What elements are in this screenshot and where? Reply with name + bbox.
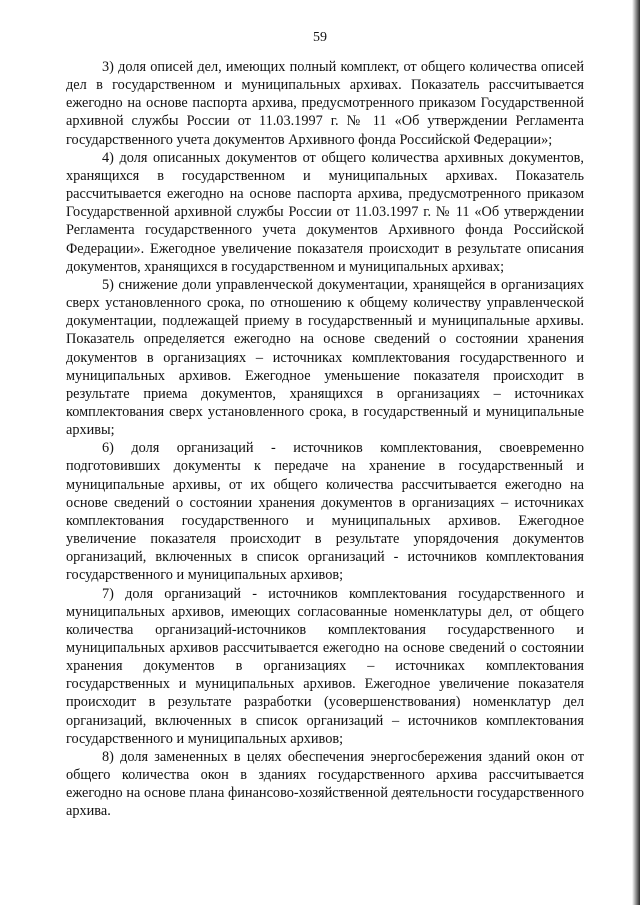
paragraph-item-6: 6) доля организаций - источников комплектования, своевременно подготовивших документы к передаче на хранение в государственный и муниципальные архивы, от их общего количества рассчитывается ежегодно на основе сведений о состоянии хранения документов в организациях – источниках комплектования государственного и муниципальных архивов. Ежегодное увеличение показателя происходит в результате упорядочения документов организаций, включенных в список организаций - источников комплектования государственного и муниципальных архивов;	[66, 440, 584, 584]
page-number: 59	[313, 30, 327, 45]
paragraph-item-5: 5) снижение доли управленческой документации, хранящейся в организациях сверх установленного срока, по отношению к общему количеству управленческой документации, подлежащей приему в государственный и муниципальные архивы. Показатель определяется ежегодно на основе сведений о состоянии хранения документов в организациях – источниках комплектования государственного и муниципальных архивов. Ежегодное уменьшение показателя происходит в результате приема документов, хранящихся в организациях – источниках комплектования сверх установленного срока, в государственный и муниципальные архивы;	[66, 276, 584, 439]
paragraph-item-4: 4) доля описанных документов от общего количества архивных документов, хранящихся в государственном и муниципальных архивах. Показатель рассчитывается ежегодно на основе паспорта архива, предусмотренного приказом Государственной архивной службы России от 11.03.1997 г. № 11 «Об утверждении Регламента государственного учета документов Архивного фонда Российской Федерации». Ежегодное увеличение показателя происходит в результате описания документов, хранящихся в государственном и муниципальных архивах;	[66, 149, 584, 275]
scan-edge-shadow	[632, 0, 640, 905]
paragraph-item-3: 3) доля описей дел, имеющих полный комплект, от общего количества описей дел в государственном и муниципальных архивах. Показатель рассчитывается ежегодно на основе паспорта архива, предусмотренного приказом Государственной архивной службы России от 11.03.1997 г. № 11 «Об утверждении Регламента государственного учета документов Архивного фонда Российской Федерации»;	[66, 59, 584, 148]
page-body	[66, 58, 584, 821]
paragraph-item-7: 7) доля организаций - источников комплектования государственного и муниципальных архивов, имеющих согласованные номенклатуры дел, от общего количества организаций-источников комплектования государственного и муниципальных архивов рассчитывается ежегодно на основе сведений о состоянии хранения документов в организациях – источниках комплектования государственных и муниципальных архивов. Ежегодное увеличение показателя происходит в результате разработки (усовершенствования) номенклатур дел организаций, включенных в список организаций – источников комплектования государственного и муниципальных архивов;	[66, 585, 584, 747]
paragraph-item-8: 8) доля замененных в целях обеспечения энергосбережения зданий окон от общего количества окон в зданиях государственного архива рассчитывается ежегодно на основе плана финансово-хозяйственной деятельности государственного архива.	[66, 748, 584, 820]
